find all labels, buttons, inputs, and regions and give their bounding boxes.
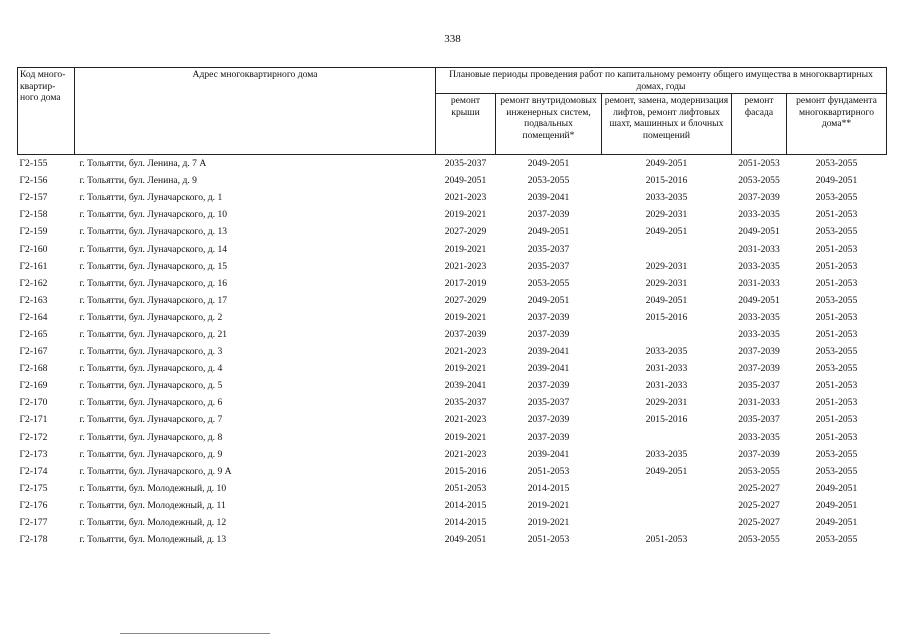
- row-facade-period: 2053-2055: [738, 175, 780, 187]
- row-address: г. Тольятти, бул. Луначарского, д. 1: [79, 192, 223, 204]
- row-roof-period: 2019-2021: [444, 363, 487, 375]
- row-elevators-period: 2049-2051: [645, 294, 688, 306]
- row-roof-period: 2019-2021: [444, 209, 487, 221]
- row-facade-period: 2053-2055: [738, 534, 780, 546]
- row-code: Г2-165: [19, 328, 48, 340]
- row-facade-period: 2037-2039: [738, 346, 780, 358]
- row-elevators-period: [602, 497, 732, 514]
- row-systems-period: 2053-2055: [527, 175, 570, 187]
- table-row: [18, 514, 887, 531]
- row-code: Г2-163: [19, 294, 48, 306]
- row-address: г. Тольятти, бул. Луначарского, д. 21: [79, 328, 228, 340]
- row-facade-period: 2037-2039: [738, 363, 780, 375]
- row-foundation-period: 2053-2055: [815, 158, 858, 170]
- table-row: [18, 463, 887, 480]
- row-systems-period: 2039-2041: [527, 448, 570, 460]
- row-systems-period: 2049-2051: [527, 294, 570, 306]
- row-systems-period: 2037-2039: [527, 431, 570, 443]
- row-systems-period: 2053-2055: [527, 277, 570, 289]
- row-systems-period: 2037-2039: [527, 328, 570, 340]
- table-row: [18, 258, 887, 275]
- row-roof-period: 2035-2037: [444, 397, 487, 409]
- row-address: г. Тольятти, бул. Луначарского, д. 16: [79, 277, 228, 289]
- row-address: г. Тольятти, бул. Луначарского, д. 8: [79, 431, 223, 443]
- row-foundation-period: 2051-2053: [815, 414, 858, 426]
- row-roof-period: 2019-2021: [444, 243, 487, 255]
- row-facade-period: 2049-2051: [738, 226, 780, 238]
- row-elevators-period: [602, 326, 732, 343]
- page-number: 338: [444, 33, 461, 45]
- row-foundation-period: 2051-2053: [815, 431, 858, 443]
- row-address: г. Тольятти, бул. Луначарского, д. 9: [79, 448, 223, 460]
- row-foundation-period: 2053-2055: [815, 448, 858, 460]
- row-elevators-period: 2033-2035: [645, 448, 688, 460]
- row-facade-period: 2031-2033: [738, 243, 780, 255]
- row-elevators-period: 2029-2031: [645, 260, 688, 272]
- row-facade-period: 2033-2035: [738, 311, 780, 323]
- row-code: Г2-159: [19, 226, 48, 238]
- row-address: г. Тольятти, бул. Луначарского, д. 2: [79, 311, 223, 323]
- row-roof-period: 2021-2023: [444, 192, 487, 204]
- row-address: г. Тольятти, бул. Молодежный, д. 10: [79, 482, 227, 494]
- row-systems-period: 2019-2021: [527, 499, 570, 511]
- row-foundation-period: 2049-2051: [815, 517, 858, 529]
- row-address: г. Тольятти, бул. Ленина, д. 7 А: [79, 158, 207, 170]
- footnote-separator: [120, 633, 270, 634]
- row-foundation-period: 2053-2055: [815, 465, 858, 477]
- row-roof-period: 2017-2019: [444, 277, 487, 289]
- row-elevators-period: 2015-2016: [645, 414, 688, 426]
- row-foundation-period: 2051-2053: [815, 260, 858, 272]
- row-elevators-period: 2031-2033: [645, 380, 688, 392]
- header-code: Код много-квартир-ного дома: [18, 68, 75, 155]
- header-foundation: ремонт фундамента многоквартирного дома**: [787, 94, 887, 155]
- row-code: Г2-156: [19, 175, 48, 187]
- row-foundation-period: 2053-2055: [815, 363, 858, 375]
- row-roof-period: 2051-2053: [444, 482, 487, 494]
- row-roof-period: 2021-2023: [444, 414, 487, 426]
- row-address: г. Тольятти, бул. Молодежный, д. 13: [79, 534, 227, 546]
- row-code: Г2-164: [19, 311, 48, 323]
- table-row: [18, 531, 887, 548]
- row-facade-period: 2051-2053: [738, 158, 780, 170]
- row-facade-period: 2031-2033: [738, 277, 780, 289]
- table-row: [18, 429, 887, 446]
- row-address: г. Тольятти, бул. Луначарского, д. 17: [79, 294, 228, 306]
- row-elevators-period: [602, 240, 732, 257]
- row-elevators-period: 2015-2016: [645, 311, 688, 323]
- row-code: Г2-155: [19, 158, 48, 170]
- table-row: [18, 326, 887, 343]
- row-systems-period: 2037-2039: [527, 209, 570, 221]
- row-elevators-period: [602, 480, 732, 497]
- row-facade-period: 2025-2027: [738, 517, 780, 529]
- row-facade-period: 2053-2055: [738, 465, 780, 477]
- row-code: Г2-176: [19, 499, 48, 511]
- row-facade-period: 2037-2039: [738, 448, 780, 460]
- row-facade-period: 2025-2027: [738, 482, 780, 494]
- row-foundation-period: 2051-2053: [815, 209, 858, 221]
- row-facade-period: 2033-2035: [738, 431, 780, 443]
- row-address: г. Тольятти, бул. Луначарского, д. 6: [79, 397, 223, 409]
- row-facade-period: 2049-2051: [738, 294, 780, 306]
- row-roof-period: 2021-2023: [444, 448, 487, 460]
- row-roof-period: 2037-2039: [444, 328, 487, 340]
- table-row: [18, 172, 887, 189]
- row-roof-period: 2027-2029: [444, 294, 487, 306]
- row-foundation-period: 2053-2055: [815, 226, 858, 238]
- row-elevators-period: 2015-2016: [645, 175, 688, 187]
- row-address: г. Тольятти, бул. Молодежный, д. 11: [79, 499, 226, 511]
- row-systems-period: 2014-2015: [527, 482, 570, 494]
- row-roof-period: 2027-2029: [444, 226, 487, 238]
- row-systems-period: 2039-2041: [527, 346, 570, 358]
- row-systems-period: 2039-2041: [527, 363, 570, 375]
- row-facade-period: 2033-2035: [738, 260, 780, 272]
- row-address: г. Тольятти, бул. Луначарского, д. 3: [79, 346, 223, 358]
- row-code: Г2-160: [19, 243, 48, 255]
- row-facade-period: 2025-2027: [738, 499, 780, 511]
- row-code: Г2-177: [19, 517, 48, 529]
- row-roof-period: 2014-2015: [444, 517, 487, 529]
- table-row: [18, 480, 887, 497]
- row-roof-period: 2015-2016: [444, 465, 487, 477]
- row-elevators-period: 2033-2035: [645, 346, 688, 358]
- row-address: г. Тольятти, бул. Ленина, д. 9: [79, 175, 197, 187]
- table-row: [18, 240, 887, 257]
- row-roof-period: 2021-2023: [444, 260, 487, 272]
- row-systems-period: 2051-2053: [527, 534, 570, 546]
- row-systems-period: 2035-2037: [527, 260, 570, 272]
- header-elevators: ремонт, замена, модернизация лифтов, ремонт лифтовых шахт, машинных и блочных помещений: [602, 94, 732, 155]
- header-roof: ремонт крыши: [436, 94, 496, 155]
- row-foundation-period: 2051-2053: [815, 277, 858, 289]
- row-address: г. Тольятти, бул. Луначарского, д. 13: [79, 226, 228, 238]
- row-facade-period: 2033-2035: [738, 328, 780, 340]
- row-address: г. Тольятти, бул. Луначарского, д. 9 А: [79, 465, 232, 477]
- row-elevators-period: [602, 514, 732, 531]
- row-foundation-period: 2051-2053: [815, 397, 858, 409]
- row-roof-period: 2049-2051: [444, 534, 487, 546]
- header-systems: ремонт внутридомовых инженерных систем, подвальных помещений*: [496, 94, 602, 155]
- row-foundation-period: 2053-2055: [815, 346, 858, 358]
- row-foundation-period: 2051-2053: [815, 311, 858, 323]
- row-foundation-period: 2051-2053: [815, 243, 858, 255]
- row-systems-period: 2039-2041: [527, 192, 570, 204]
- row-foundation-period: 2051-2053: [815, 328, 858, 340]
- row-elevators-period: 2031-2033: [645, 363, 688, 375]
- header-periods-group: Плановые периоды проведения работ по капитальному ремонту общего имущества в многоквартирных домах, годы: [436, 68, 887, 94]
- row-elevators-period: 2051-2053: [645, 534, 688, 546]
- row-systems-period: 2035-2037: [527, 243, 570, 255]
- row-roof-period: 2039-2041: [444, 380, 487, 392]
- row-elevators-period: 2049-2051: [645, 226, 688, 238]
- row-code: Г2-167: [19, 346, 48, 358]
- row-roof-period: 2019-2021: [444, 431, 487, 443]
- row-elevators-period: 2029-2031: [645, 209, 688, 221]
- row-facade-period: 2037-2039: [738, 192, 780, 204]
- row-systems-period: 2037-2039: [527, 380, 570, 392]
- row-facade-period: 2035-2037: [738, 414, 780, 426]
- row-roof-period: 2049-2051: [444, 175, 487, 187]
- row-foundation-period: 2049-2051: [815, 499, 858, 511]
- row-code: Г2-175: [19, 482, 48, 494]
- table-row: [18, 309, 887, 326]
- row-elevators-period: 2029-2031: [645, 397, 688, 409]
- table-row: [18, 446, 887, 463]
- row-address: г. Тольятти, бул. Луначарского, д. 5: [79, 380, 223, 392]
- table-body: [18, 155, 887, 549]
- row-roof-period: 2014-2015: [444, 499, 487, 511]
- row-address: г. Тольятти, бул. Луначарского, д. 7: [79, 414, 223, 426]
- row-foundation-period: 2053-2055: [815, 294, 858, 306]
- row-systems-period: 2049-2051: [527, 158, 570, 170]
- row-facade-period: 2035-2037: [738, 380, 780, 392]
- row-facade-period: 2031-2033: [738, 397, 780, 409]
- table-row: [18, 360, 887, 377]
- row-systems-period: 2037-2039: [527, 311, 570, 323]
- table-row: [18, 275, 887, 292]
- row-code: Г2-161: [19, 260, 48, 272]
- row-roof-period: 2021-2023: [444, 346, 487, 358]
- row-address: г. Тольятти, бул. Луначарского, д. 4: [79, 363, 223, 375]
- row-code: Г2-168: [19, 363, 48, 375]
- table-row: [18, 377, 887, 394]
- table-row: [18, 155, 887, 173]
- row-code: Г2-169: [19, 380, 48, 392]
- row-systems-period: 2035-2037: [527, 397, 570, 409]
- table-row: [18, 292, 887, 309]
- row-foundation-period: 2053-2055: [815, 192, 858, 204]
- row-code: Г2-171: [19, 414, 48, 426]
- row-roof-period: 2035-2037: [444, 158, 487, 170]
- row-code: Г2-162: [19, 277, 48, 289]
- table-row: [18, 497, 887, 514]
- row-code: Г2-172: [19, 431, 48, 443]
- row-systems-period: 2051-2053: [527, 465, 570, 477]
- row-address: г. Тольятти, бул. Луначарского, д. 10: [79, 209, 228, 221]
- row-systems-period: 2019-2021: [527, 517, 570, 529]
- row-foundation-period: 2049-2051: [815, 482, 858, 494]
- row-code: Г2-158: [19, 209, 48, 221]
- row-elevators-period: 2029-2031: [645, 277, 688, 289]
- header-facade: ремонт фасада: [732, 94, 787, 155]
- row-address: г. Тольятти, бул. Молодежный, д. 12: [79, 517, 227, 529]
- row-roof-period: 2019-2021: [444, 311, 487, 323]
- table-row: [18, 411, 887, 428]
- row-systems-period: 2049-2051: [527, 226, 570, 238]
- table-row: [18, 343, 887, 360]
- capital-repair-schedule-table: [17, 67, 887, 548]
- row-code: Г2-178: [19, 534, 48, 546]
- row-code: Г2-173: [19, 448, 48, 460]
- row-foundation-period: 2053-2055: [815, 534, 858, 546]
- header-address: Адрес многоквартирного дома: [75, 68, 436, 155]
- row-elevators-period: [602, 429, 732, 446]
- row-elevators-period: 2049-2051: [645, 158, 688, 170]
- row-systems-period: 2037-2039: [527, 414, 570, 426]
- row-elevators-period: 2049-2051: [645, 465, 688, 477]
- row-code: Г2-170: [19, 397, 48, 409]
- table-row: [18, 206, 887, 223]
- table-row: [18, 189, 887, 206]
- row-code: Г2-174: [19, 465, 48, 477]
- row-address: г. Тольятти, бул. Луначарского, д. 14: [79, 243, 228, 255]
- table-row: [18, 394, 887, 411]
- row-foundation-period: 2049-2051: [815, 175, 858, 187]
- row-elevators-period: 2033-2035: [645, 192, 688, 204]
- table-row: [18, 223, 887, 240]
- table-header: [18, 68, 887, 155]
- row-address: г. Тольятти, бул. Луначарского, д. 15: [79, 260, 228, 272]
- row-facade-period: 2033-2035: [738, 209, 780, 221]
- row-foundation-period: 2051-2053: [815, 380, 858, 392]
- row-code: Г2-157: [19, 192, 48, 204]
